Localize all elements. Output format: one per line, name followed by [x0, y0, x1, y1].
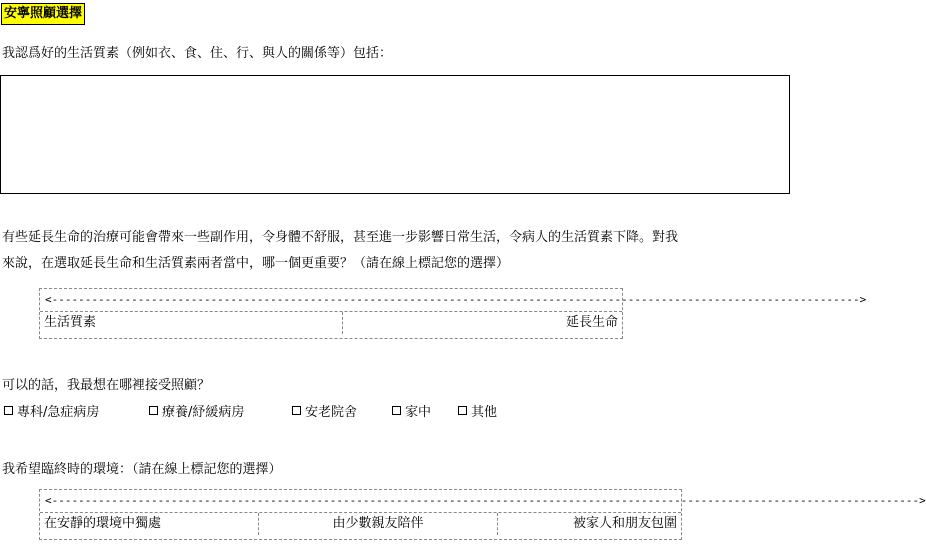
option-label: 家中 — [405, 405, 432, 420]
quality-of-life-prompt: 我認爲好的生活質素（例如衣、食、住、行、與人的關係等）包括： — [2, 46, 393, 61]
option-label: 安老院舍 — [305, 405, 358, 420]
scale-left-label: 生活質素 — [44, 315, 97, 330]
checkbox-icon[interactable] — [149, 406, 158, 415]
end-of-life-environment-prompt: 我希望臨終時的環境：（請在線上標記您的選擇） — [2, 462, 282, 477]
option-palliative-ward[interactable] — [149, 401, 244, 420]
option-elderly-home[interactable] — [292, 401, 357, 420]
option-label: 其他 — [471, 405, 498, 420]
option-label: 療養/紓緩病房 — [162, 405, 245, 420]
scale-arrow-line[interactable]: <--------------------------------------------------------------------------------------------------------------------------> — [40, 289, 622, 312]
scale-right-label: 延長生命 — [342, 312, 622, 334]
option-other[interactable] — [458, 401, 497, 420]
option-home[interactable] — [392, 401, 431, 420]
checkbox-icon[interactable] — [392, 406, 401, 415]
life-vs-quality-scale[interactable] — [39, 288, 867, 339]
end-of-life-environment-scale[interactable] — [39, 489, 926, 540]
checkbox-icon[interactable] — [4, 406, 13, 415]
option-acute-ward[interactable] — [4, 401, 99, 420]
scale-label-few-companions: 由少數親友陪伴 — [258, 513, 497, 535]
scale-label-alone: 在安靜的環境中獨處 — [44, 516, 162, 531]
checkbox-icon[interactable] — [458, 406, 467, 415]
option-label: 專科/急症病房 — [17, 405, 100, 420]
care-location-prompt: 可以的話，我最想在哪裡接受照顧？ — [2, 378, 211, 393]
checkbox-icon[interactable] — [292, 406, 301, 415]
scale-label-surrounded: 被家人和朋友包圍 — [497, 513, 681, 535]
quality-of-life-answer-box[interactable] — [0, 75, 790, 194]
scale-arrow-line[interactable]: <-----------------------------------------------------------------------------------------------------------------------------------> — [40, 490, 681, 513]
life-vs-quality-question-line-1: 有些延長生命的治療可能會帶來一些副作用，令身體不舒服，甚至進一步影響日常生活，令病人的生活質素下降。對我 — [2, 230, 679, 245]
life-vs-quality-question-line-2: 來說，在選取延長生命和生活質素兩者當中，哪一個更重要？（請在線上標記您的選擇） — [2, 256, 510, 271]
page-title: 安寧照顧選擇 — [1, 3, 85, 25]
